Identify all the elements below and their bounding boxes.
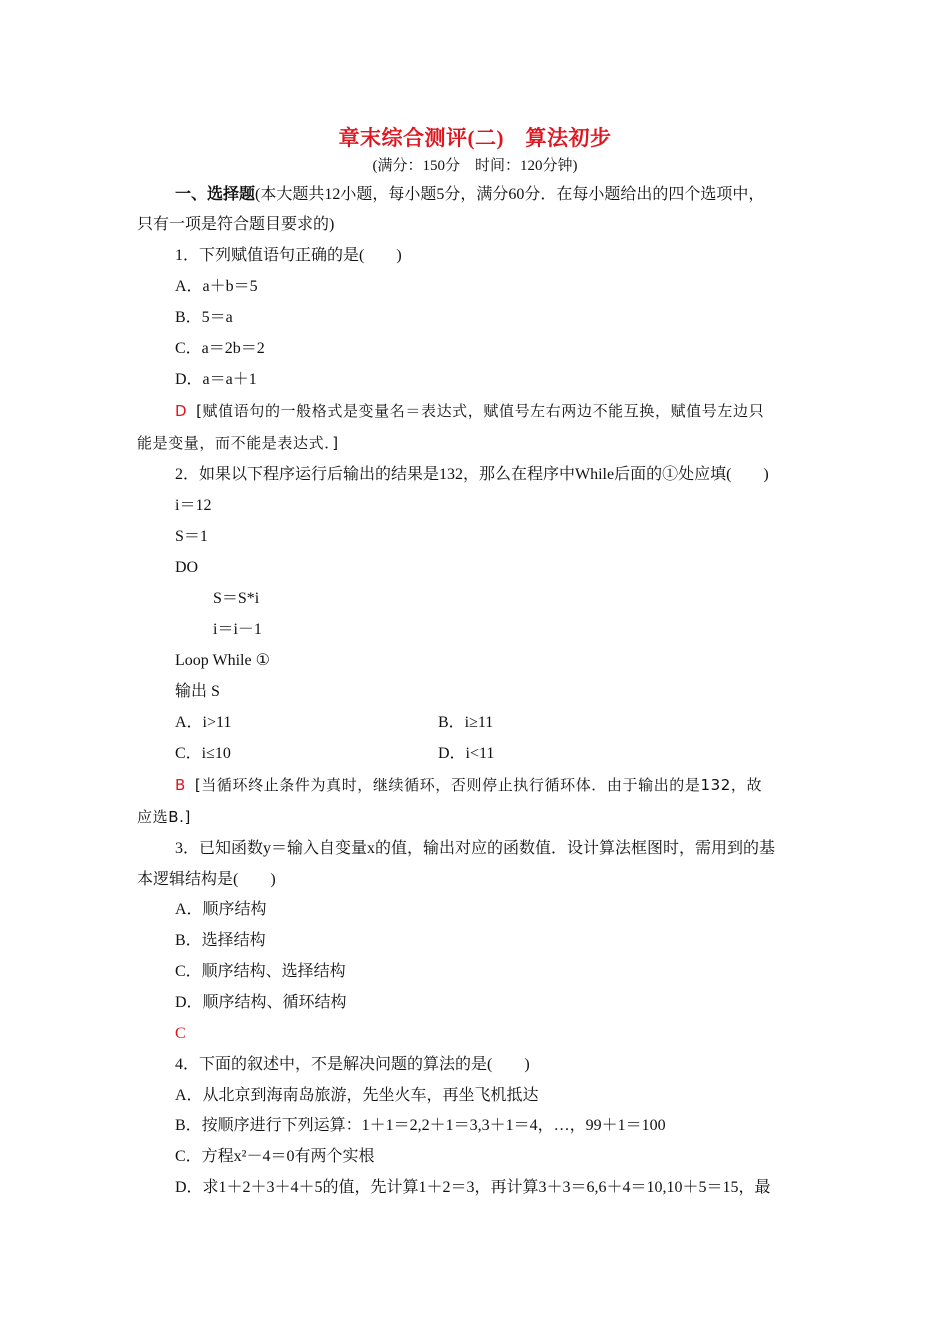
q2-code-line: i＝12 <box>175 497 212 514</box>
q2-explanation-text: [当循环终止条件为真时，继续循环，否则停止执行循环体．由于输出的是132，故 <box>194 776 763 794</box>
question-2-stem: 2．如果以下程序运行后输出的结果是132，那么在程序中While后面的①处应填( ) <box>175 466 769 483</box>
q4-option-a: A．从北京到海南岛旅游，先坐火车，再坐飞机抵达 <box>175 1087 539 1104</box>
q2-option-b: B．i≥11 <box>438 714 494 731</box>
q2-option-d: D．i<11 <box>438 745 495 762</box>
q3-option-a: A．顺序结构 <box>175 901 267 918</box>
q2-explanation-cont: 应选B.] <box>137 808 191 826</box>
q1-explanation <box>175 400 764 422</box>
q1-explanation-cont: 能是变量，而不能是表达式．] <box>137 434 339 452</box>
q1-option-a: A．a＋b＝5 <box>175 278 258 295</box>
q2-code-line: i＝i－1 <box>213 621 262 638</box>
section-description-cont: 只有一项是符合题目要求的) <box>137 216 335 233</box>
page-title: 章末综合测评(二) 算法初步 <box>338 126 612 150</box>
q1-answer: D <box>175 402 187 420</box>
q3-option-c: C．顺序结构、选择结构 <box>175 963 346 980</box>
q4-option-c: C．方程x²－4＝0有两个实根 <box>175 1148 375 1165</box>
page-subtitle: (满分：150分 时间：120分钟) <box>372 158 578 174</box>
q1-option-c: C．a＝2b＝2 <box>175 340 265 357</box>
q2-code-line: Loop While ① <box>175 652 270 669</box>
section-heading <box>175 184 764 206</box>
q1-option-d: D．a＝a＋1 <box>175 371 257 388</box>
question-1-stem: 1．下列赋值语句正确的是( ) <box>175 247 402 264</box>
q3-answer: C <box>175 1025 186 1042</box>
q2-code-line: S＝1 <box>175 528 208 545</box>
q2-answer: B <box>175 776 186 794</box>
q1-explanation-text: [赋值语句的一般格式是变量名＝表达式，赋值号左右两边不能互换，赋值号左边只 <box>196 402 765 420</box>
q4-option-d: D．求1＋2＋3＋4＋5的值，先计算1＋2＝3，再计算3＋3＝6,6＋4＝10,10＋5＝15，最 <box>175 1179 771 1196</box>
q4-option-b: B．按顺序进行下列运算：1＋1＝2,2＋1＝3,3＋1＝4，…，99＋1＝100 <box>175 1117 666 1134</box>
q3-option-d: D．顺序结构、循环结构 <box>175 994 347 1011</box>
q3-option-b: B．选择结构 <box>175 932 266 949</box>
section-description: (本大题共12小题，每小题5分，满分60分．在每小题给出的四个选项中， <box>255 186 765 203</box>
q2-code-line: 输出 S <box>175 683 220 700</box>
q2-explanation <box>175 774 762 796</box>
q2-option-c: C．i≤10 <box>175 745 231 762</box>
section-label: 一、选择题 <box>175 186 256 203</box>
q1-option-b: B．5＝a <box>175 309 233 326</box>
q2-code-line: DO <box>175 559 199 576</box>
q2-option-a: A．i>11 <box>175 714 232 731</box>
question-3-stem-cont: 本逻辑结构是( ) <box>137 871 276 888</box>
q2-code-line: S＝S*i <box>213 590 260 607</box>
question-4-stem: 4．下面的叙述中，不是解决问题的算法的是( ) <box>175 1056 530 1073</box>
question-3-stem: 3．已知函数y＝输入自变量x的值，输出对应的函数值．设计算法框图时，需用到的基 <box>175 840 776 857</box>
